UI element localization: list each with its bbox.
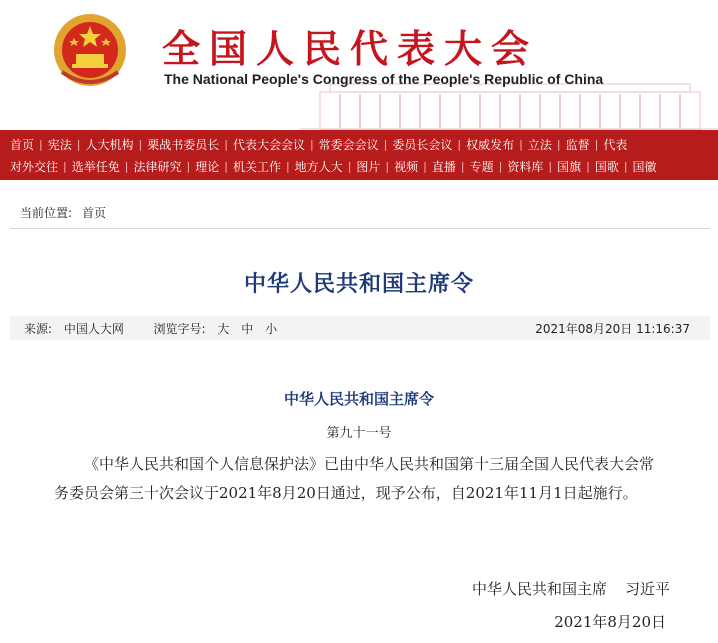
nav-item-constitution[interactable]: 宪法 <box>47 137 72 152</box>
font-size-medium-button[interactable]: 中 <box>241 322 254 336</box>
article-title: 中华人民共和国主席令 <box>243 272 474 297</box>
nav-item-topics[interactable]: 专题 <box>469 159 494 174</box>
fontsize-label: 浏览字号: <box>153 322 206 336</box>
nav-item-video[interactable]: 视频 <box>394 159 419 174</box>
site-title-en: The National People's Congress of the People's Republic of China <box>164 71 604 87</box>
font-size-large-button[interactable]: 大 <box>217 322 230 336</box>
nav-item-chairmen-council[interactable]: 委员长会议 <box>392 137 453 152</box>
nav-item-pictures[interactable]: 图片 <box>356 159 381 174</box>
nav-item-local-congress[interactable]: 地方人大 <box>294 159 343 174</box>
divider <box>10 228 710 229</box>
breadcrumb <box>20 204 106 221</box>
nav-item-emblem[interactable]: 国徽 <box>632 159 657 174</box>
source-label: 来源: <box>24 322 53 336</box>
nav-item-legal-research[interactable]: 法律研究 <box>133 159 182 174</box>
nav-item-standing-committee[interactable]: 常委会会议 <box>318 137 379 152</box>
sign-date: 2021年8月20日 <box>554 613 666 631</box>
order-number: 第九十一号 <box>326 426 392 441</box>
nav-item-elections[interactable]: 选举任免 <box>71 159 120 174</box>
site-title-cn: 全国人民代表大会 <box>162 26 539 71</box>
nav-item-supervision[interactable]: 监督 <box>565 137 590 152</box>
nav-row-1: 首页 | 宪法 | 人大机构 | 栗战书委员长 | 代表大会会议 | 常委会会议 | 委员长会议 | 权威发布 | 立法 | 监督 | 代表 <box>10 137 628 152</box>
nav-item-npc-organs[interactable]: 人大机构 <box>85 137 134 152</box>
national-emblem-icon <box>52 12 128 88</box>
nav-item-live[interactable]: 直播 <box>431 159 456 174</box>
breadcrumb-label: 当前位置: <box>20 206 73 220</box>
font-size-small-button[interactable]: 小 <box>265 322 278 336</box>
nav-item-office-work[interactable]: 机关工作 <box>232 159 281 174</box>
source-value: 中国人大网 <box>63 322 124 336</box>
nav-item-legislation[interactable]: 立法 <box>527 137 552 152</box>
article-meta-bar <box>10 316 710 340</box>
signatory-title: 中华人民共和国主席 <box>471 580 607 598</box>
nav-row-2: 对外交往 | 选举任免 | 法律研究 | 理论 | 机关工作 | 地方人大 | 图片 | 视频 | 直播 | 专题 | 资料库 | 国旗 | 国歌 | 国徽 <box>10 159 657 174</box>
order-title: 中华人民共和国主席令 <box>283 390 434 408</box>
site-header <box>0 0 718 130</box>
nav-item-theory[interactable]: 理论 <box>195 159 220 174</box>
nav-item-database[interactable]: 资料库 <box>507 159 544 174</box>
nav-item-anthem[interactable]: 国歌 <box>594 159 619 174</box>
nav-item-home[interactable]: 首页 <box>10 137 35 152</box>
signatory-name: 习近平 <box>624 580 670 598</box>
nav-item-deputies[interactable]: 代表 <box>603 137 628 152</box>
breadcrumb-home-link[interactable]: 首页 <box>82 206 107 220</box>
nav-item-congress-sessions[interactable]: 代表大会会议 <box>232 137 305 152</box>
order-paragraph: 《中华人民共和国个人信息保护法》已由中华人民共和国第十三届全国人民代表大会常务委员会第三十次会议于2021年8月20日通过，现予公布，自2021年11月1日起施行。 <box>54 455 655 502</box>
signature-line <box>472 578 670 599</box>
nav-item-releases[interactable]: 权威发布 <box>466 137 515 152</box>
nav-item-foreign-affairs[interactable]: 对外交往 <box>10 159 59 174</box>
main-nav <box>0 130 718 180</box>
nav-item-flag[interactable]: 国旗 <box>557 159 582 174</box>
publish-datetime: 2021年08月20日 11:16:37 <box>535 322 690 336</box>
nav-item-chairman[interactable]: 栗战书委员长 <box>147 137 220 152</box>
